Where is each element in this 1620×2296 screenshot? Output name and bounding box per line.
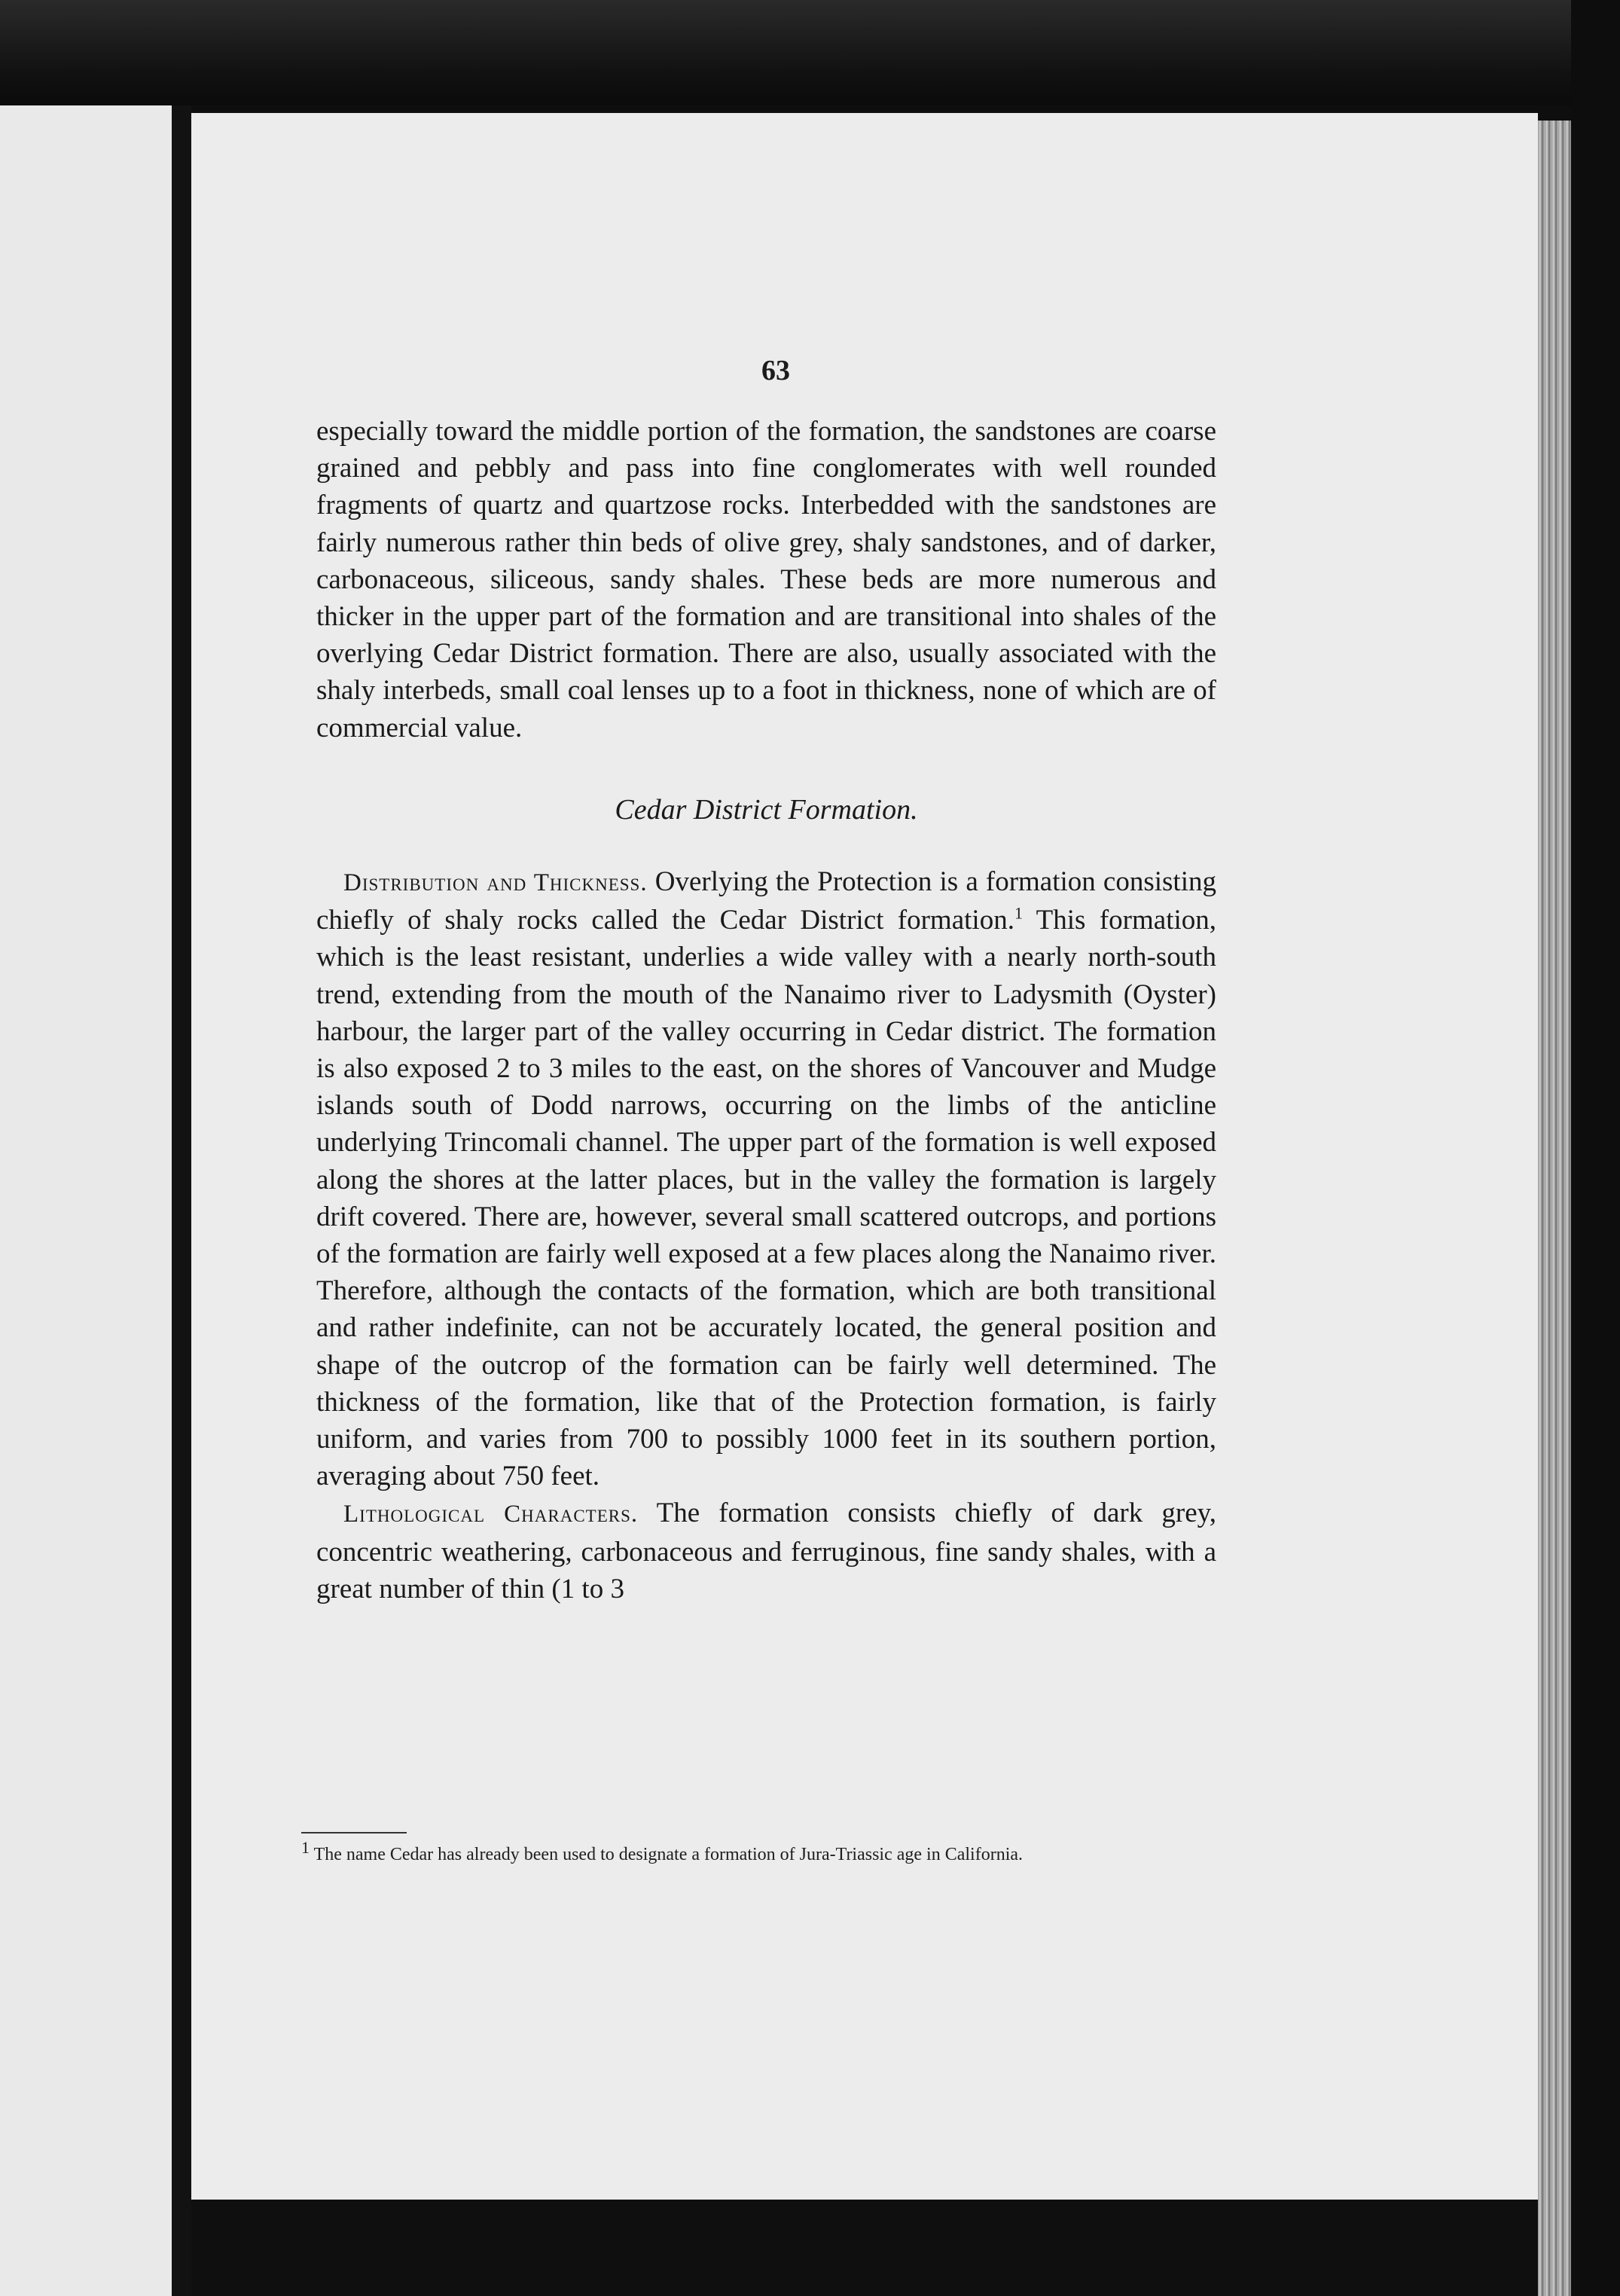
distribution-paragraph xyxy=(316,863,1216,1495)
scan-border-right xyxy=(1571,0,1620,2296)
page-body xyxy=(316,413,1216,1608)
scan-border-top xyxy=(0,0,1620,105)
intro-paragraph: especially toward the middle portion of the formation, the sandstones are coarse grained and pebbly and pass into fine conglomerates with well rounded fragments of quartz and quartzose rocks. Interbedded with the sandstones are fairly numerous rather thin beds of olive grey, shaly sandstones, and of darker, carbonaceous, siliceous, sandy shales. These beds are more numerous and thicker in the upper part of the formation and are transitional into shales of the overlying Cedar District formation. There are also, usually associated with the shaly interbeds, small coal lenses up to a foot in thickness, none of which are of commercial value. xyxy=(316,416,1216,743)
scan-border-bottom xyxy=(191,2200,1538,2296)
page-number: 63 xyxy=(761,355,790,386)
footnote-rule xyxy=(301,1832,407,1833)
page-stack-edge xyxy=(1538,121,1571,2296)
lithology-lead: Lithological Characters. xyxy=(343,1501,639,1528)
footnote xyxy=(301,1838,1216,1865)
book-gutter xyxy=(172,105,191,2296)
footnote-text: The name Cedar has already been used to designate a formation of Jura-Triassic age in California. xyxy=(310,1845,1024,1864)
distribution-lead: Distribution and Thickness. xyxy=(343,869,648,897)
section-heading: Cedar District Formation. xyxy=(615,793,918,826)
facing-page-edge xyxy=(0,105,172,2296)
lithology-paragraph xyxy=(316,1495,1216,1608)
lithology-text: The formation consists chiefly of dark grey, concentric weathering, carbonaceous and ferruginous, fine sandy shales, with a great number of thin (1 to 3 xyxy=(316,1498,1216,1604)
distribution-text-a: Overlying the Protection is a formation consisting chiefly of shaly rocks called the Cedar District formation. xyxy=(316,866,1216,936)
footnote-mark: 1 xyxy=(301,1838,310,1857)
distribution-text-b: This formation, which is the least resistant, underlies a wide valley with a nearly north-south trend, extending from the mouth of the Nanaimo river to Ladysmith (Oyster) harbour, the larger part of the valley occurring in Cedar district. The formation is also exposed 2 to 3 miles to the east, on the shores of Vancouver and Mudge islands south of Dodd narrows, occurring on the limbs of the anticline underlying Trincomali channel. The upper part of the formation is well exposed along the shores at the latter places, but in the valley the formation is largely drift covered. There are, however, several small scattered outcrops, and portions of the formation are fairly well exposed at a few places along the Nanaimo river. Therefore, although the contacts of the formation, which are both transitional and rather indefinite, can not be accurately located, the general position and shape of the outcrop of the formation can be fairly well determined. The thickness of the formation, like that of the Protection formation, is fairly uniform, and varies from 700 to possibly 1000 feet in its southern portion, averaging about 750 feet. xyxy=(316,905,1217,1492)
footnote-reference: 1 xyxy=(1014,903,1023,923)
